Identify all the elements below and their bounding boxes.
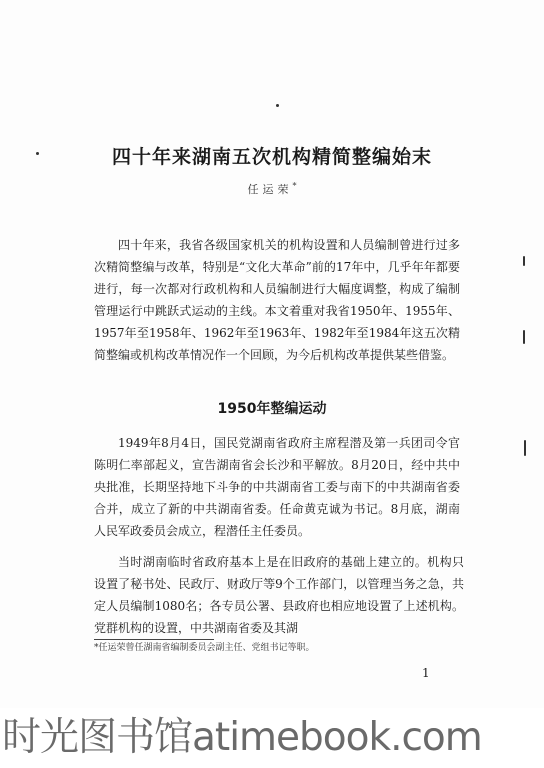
body-paragraph: 当时湖南临时省政府基本上是在旧政府的基础上建立的。机构只设置了秘书处、民政厅、财政厅等9个工作部门，以管理当务之急，共定人员编制1080名；各专员公署、县政府也相应地设置了上述机构。党群机构的设置，中共湖南省委及其湖	[94, 555, 464, 635]
scan-speck	[523, 256, 525, 266]
footnote-divider	[94, 639, 214, 640]
watermark-banner: 时光图书馆atimebook.com	[0, 708, 544, 768]
article-title: 四十年来湖南五次机构精简整编始末	[111, 146, 432, 168]
author-line	[0, 181, 544, 197]
section-heading: 1950年整编运动	[217, 401, 327, 417]
page-number: 1	[422, 666, 430, 680]
body-paragraph: 1949年8月4日，国民党湖南省政府主席程潜及第一兵团司令官陈明仁率部起义，宣告湖南省会长沙和平解放。8月20日，经中共中央批准，长期坚持地下斗争的中共湖南省工委与南下的中共湖南省委合并，成立了新的中共湖南省委。任命黄克诚为书记。8月底，湖南人民军政委员会成立，程潜任主任委员。	[94, 436, 460, 538]
author-footnote-mark: *	[292, 181, 297, 191]
intro-paragraph: 四十年来，我省各级国家机关的机构设置和人员编制曾进行过多次精简整编与改革，特别是“文化大革命”前的17年中，几乎年年都要进行，每一次都对行政机构和人员编制进行大幅度调整，构成了编制管理运行中跳跃式运动的主线。本文着重对我省1950年、1955年、1957年至1958年、1962年至1963年、1982年至1984年这五次精简整编或机构改革情况作一个回顾，为今后机构改革提供某些借鉴。	[94, 238, 460, 362]
scan-speck	[523, 330, 525, 344]
scan-speck	[524, 440, 526, 456]
footnote: *任运荣曾任湖南省编制委员会副主任、党组书记等职。	[94, 643, 315, 653]
scan-speck	[276, 104, 279, 107]
author-name: 任运荣	[247, 183, 293, 196]
